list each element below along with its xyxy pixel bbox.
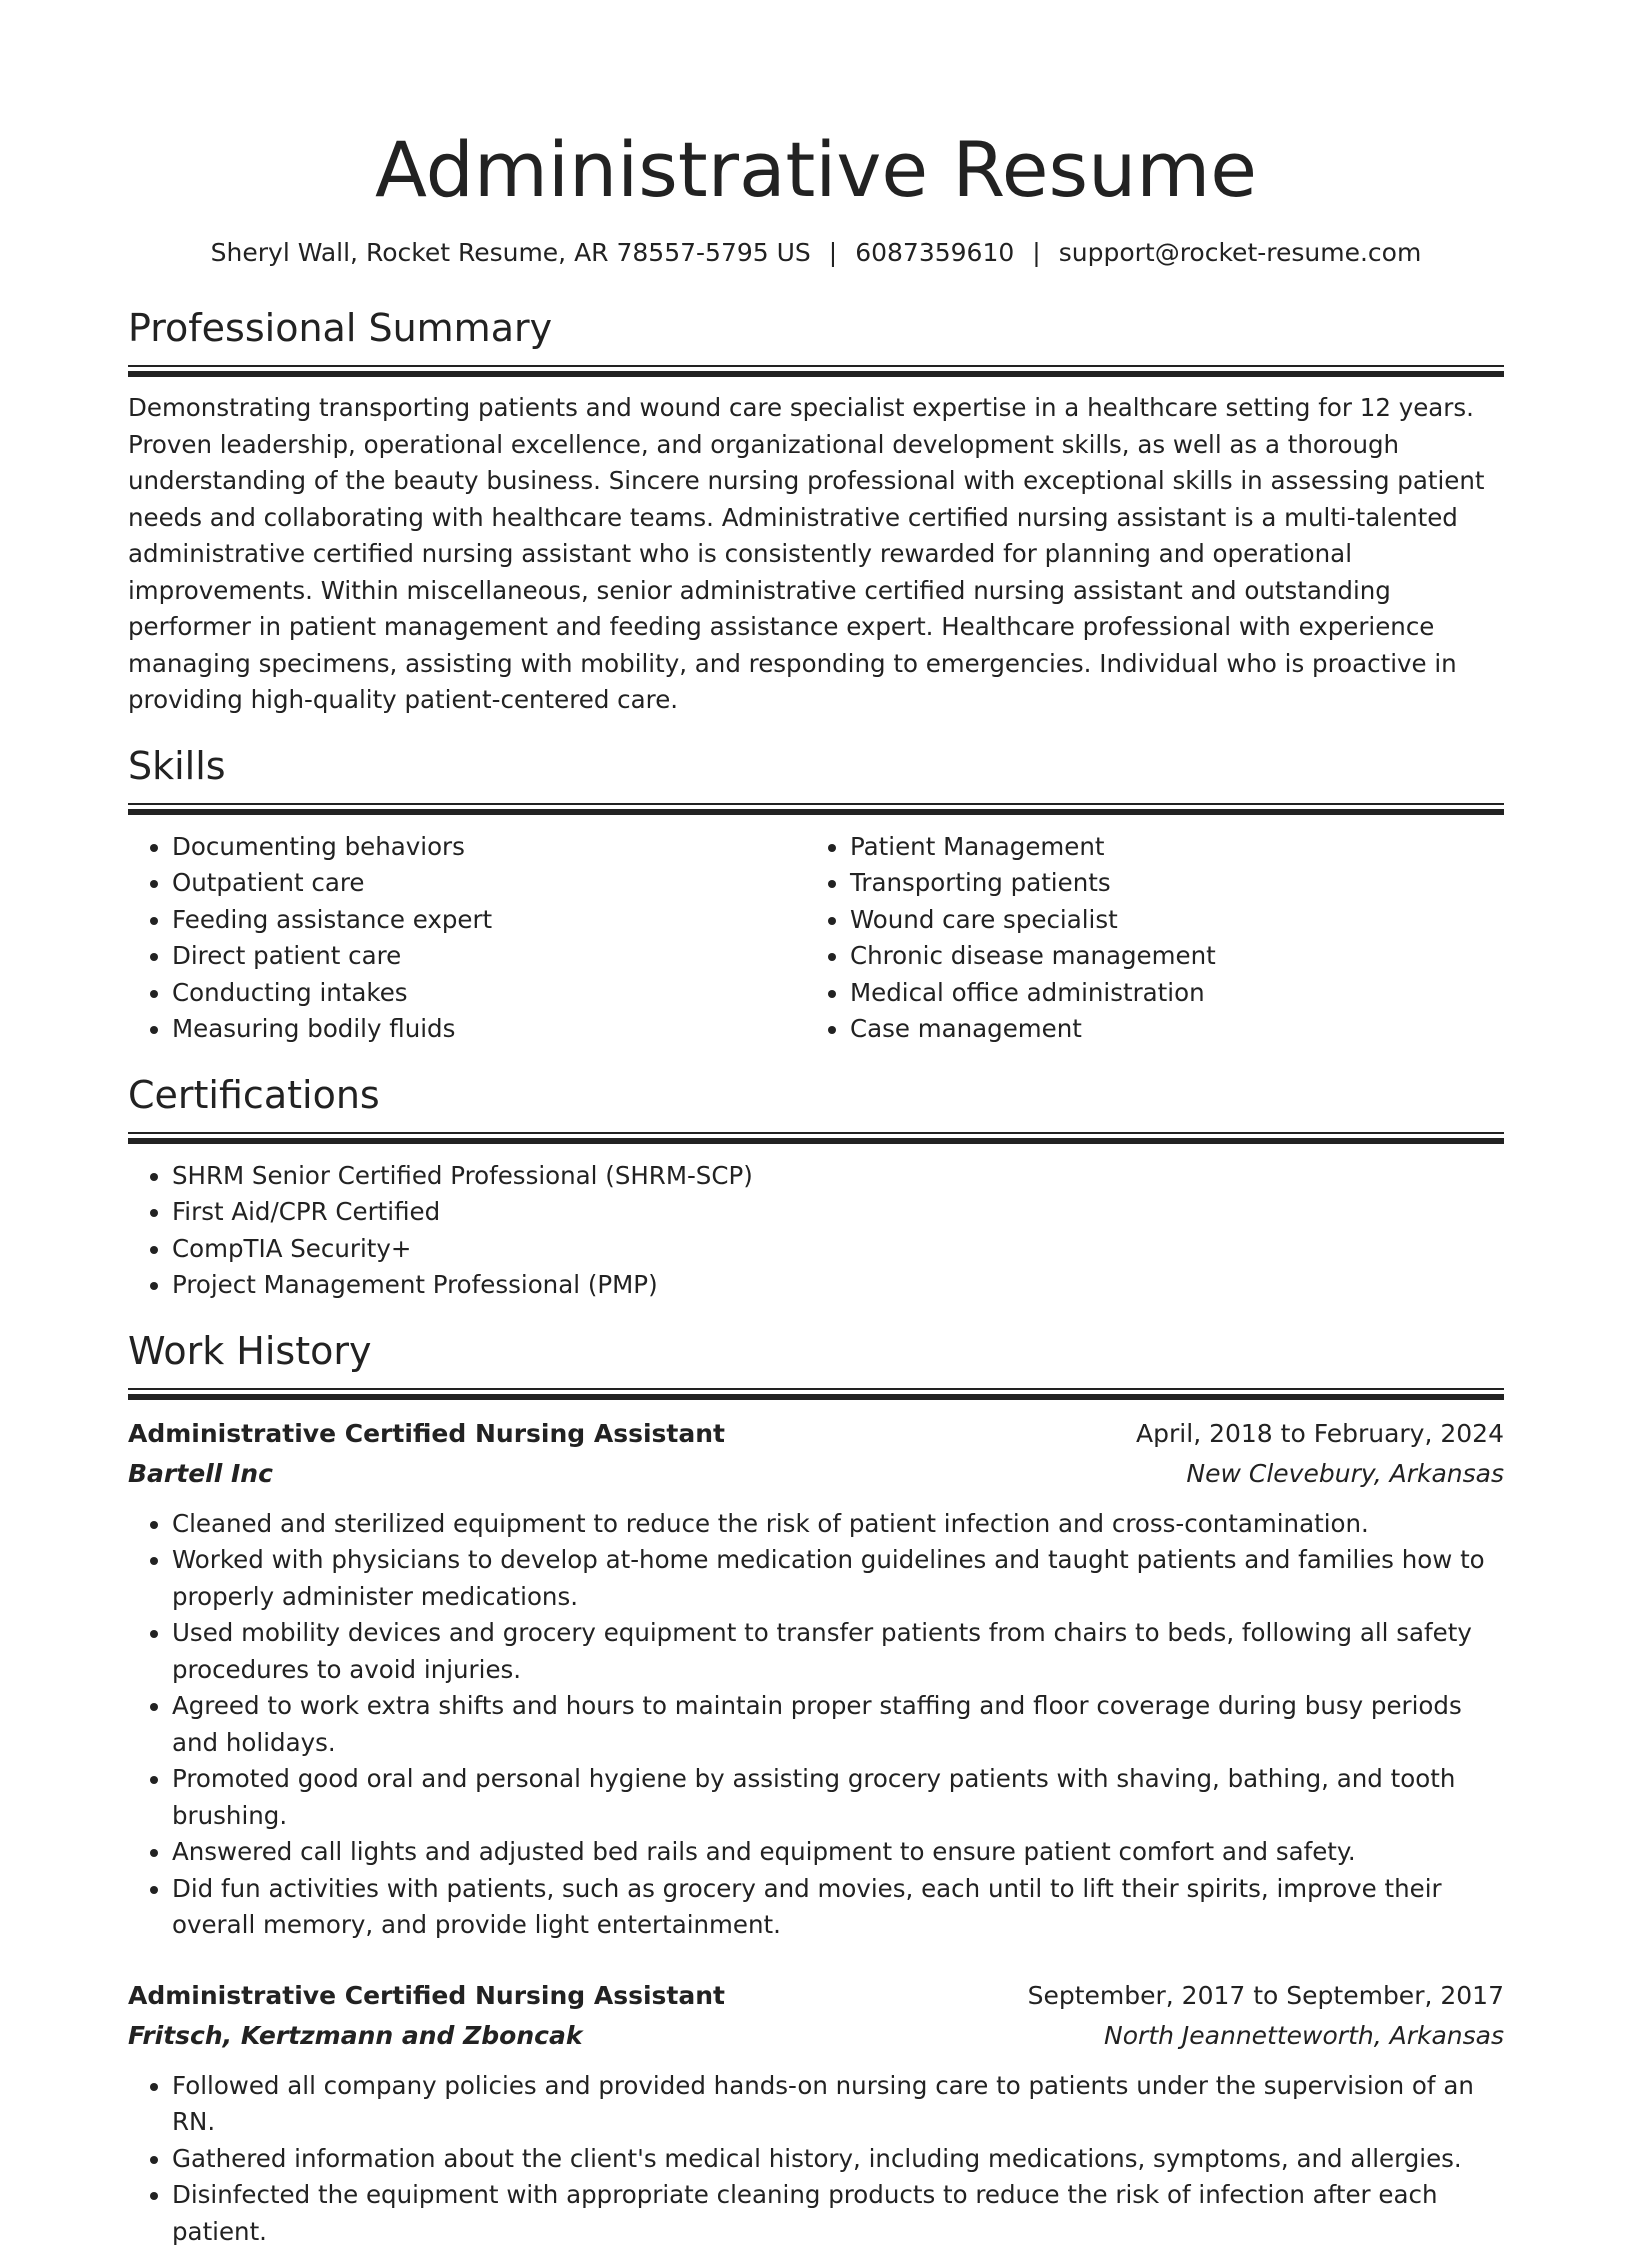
- certification-item: • CompTIA Security+: [172, 1231, 1504, 1268]
- work-history-section: [128, 1327, 1504, 2250]
- certification-item: • Project Management Professional (PMP): [172, 1267, 1504, 1304]
- contact-line: [128, 236, 1504, 270]
- job-company: Bartell Inc: [128, 1454, 273, 1494]
- skill-item: • Documenting behaviors: [172, 829, 806, 866]
- certifications-heading: Certifications: [128, 1071, 1504, 1119]
- summary-text: Demonstrating transporting patients and wound care specialist expertise in a healthcare setting for 12 years. Proven leadership, operational excellence, and organizational development skills, as well as a thorough understanding of the beauty business. Sincere nursing professional with exceptional skills in assessing patient needs and collaborating with healthcare teams. Administrative certified nursing assistant is a multi-talented administrative certified nursing assistant who is consistently rewarded for planning and operational improvements. Within miscellaneous, senior administrative certified nursing assistant and outstanding performer in patient management and feeding assistance expert. Healthcare professional with experience managing specimens, assisting with mobility, and responding to emergencies. Individual who is proactive in providing high-quality patient-centered care.: [128, 390, 1504, 719]
- skills-column-left: [128, 829, 806, 1048]
- section-divider: [128, 365, 1504, 377]
- skill-item: • Feeding assistance expert: [172, 902, 806, 939]
- job-dates: September, 2017 to September, 2017: [1028, 1976, 1504, 2016]
- job-duty-item: • Used mobility devices and grocery equipment to transfer patients from chairs to beds, following all safety procedures to avoid injuries.: [172, 1615, 1504, 1688]
- job-duty-item: • Cleaned and sterilized equipment to reduce the risk of patient infection and cross-contamination.: [172, 1506, 1504, 1543]
- job-duty-item: • Worked with physicians to develop at-home medication guidelines and taught patients and families how to properly administer medications.: [172, 1542, 1504, 1615]
- job-duties-list: [128, 2068, 1504, 2250]
- resume-title: Administrative Resume: [128, 122, 1504, 218]
- skills-section: [128, 742, 1504, 1048]
- job-title: Administrative Certified Nursing Assistant: [128, 1414, 725, 1454]
- job-entry: [128, 1414, 1504, 1944]
- job-duty-item: • Disinfected the equipment with appropriate cleaning products to reduce the risk of infection after each patient.: [172, 2177, 1504, 2250]
- job-duty-item: • Did fun activities with patients, such as grocery and movies, each until to lift their spirits, improve their overall memory, and provide light entertainment.: [172, 1871, 1504, 1944]
- job-duty-item: • Followed all company policies and provided hands-on nursing care to patients under the supervision of an RN.: [172, 2068, 1504, 2141]
- job-location: North Jeannetteworth, Arkansas: [1104, 2016, 1504, 2056]
- skill-item: • Chronic disease management: [850, 938, 1484, 975]
- job-company: Fritsch, Kertzmann and Zboncak: [128, 2016, 582, 2056]
- job-location: New Clevebury, Arkansas: [1186, 1454, 1504, 1494]
- contact-email: support@rocket-resume.com: [1059, 238, 1422, 267]
- skills-grid: [128, 829, 1504, 1048]
- job-duties-list: [128, 1506, 1504, 1944]
- job-duty-item: • Answered call lights and adjusted bed rails and equipment to ensure patient comfort and safety.: [172, 1834, 1504, 1871]
- job-duty-item: • Gathered information about the client's medical history, including medications, symptoms, and allergies.: [172, 2141, 1504, 2178]
- job-subheader-row: [128, 2016, 1504, 2056]
- section-divider: [128, 803, 1504, 815]
- job-duty-item: • Agreed to work extra shifts and hours to maintain proper staffing and floor coverage during busy periods and holidays.: [172, 1688, 1504, 1761]
- job-dates: April, 2018 to February, 2024: [1136, 1414, 1504, 1454]
- job-subheader-row: [128, 1454, 1504, 1494]
- contact-separator: |: [1014, 236, 1058, 270]
- skill-item: • Medical office administration: [850, 975, 1484, 1012]
- section-divider: [128, 1132, 1504, 1144]
- work-history-heading: Work History: [128, 1327, 1504, 1375]
- skill-item: • Transporting patients: [850, 865, 1484, 902]
- section-divider: [128, 1388, 1504, 1400]
- contact-phone: 6087359610: [855, 238, 1014, 267]
- summary-section: [128, 304, 1504, 719]
- skills-column-right: [806, 829, 1484, 1048]
- certifications-list: [128, 1158, 1504, 1304]
- skill-item: • Measuring bodily fluids: [172, 1011, 806, 1048]
- job-duty-item: • Promoted good oral and personal hygiene by assisting grocery patients with shaving, bathing, and tooth brushing.: [172, 1761, 1504, 1834]
- skills-heading: Skills: [128, 742, 1504, 790]
- skill-item: • Patient Management: [850, 829, 1484, 866]
- skill-item: • Conducting intakes: [172, 975, 806, 1012]
- skill-item: • Outpatient care: [172, 865, 806, 902]
- summary-heading: Professional Summary: [128, 304, 1504, 352]
- skill-item: • Case management: [850, 1011, 1484, 1048]
- certification-item: • First Aid/CPR Certified: [172, 1194, 1504, 1231]
- skill-item: • Direct patient care: [172, 938, 806, 975]
- job-header-row: [128, 1414, 1504, 1454]
- contact-address: Sheryl Wall, Rocket Resume, AR 78557-5795 US: [211, 238, 811, 267]
- job-title: Administrative Certified Nursing Assistant: [128, 1976, 725, 2016]
- resume-page: [128, 0, 1504, 2250]
- certification-item: • SHRM Senior Certified Professional (SHRM-SCP): [172, 1158, 1504, 1195]
- skill-item: • Wound care specialist: [850, 902, 1484, 939]
- job-entry: [128, 1976, 1504, 2250]
- job-header-row: [128, 1976, 1504, 2016]
- certifications-section: [128, 1071, 1504, 1304]
- contact-separator: |: [811, 236, 855, 270]
